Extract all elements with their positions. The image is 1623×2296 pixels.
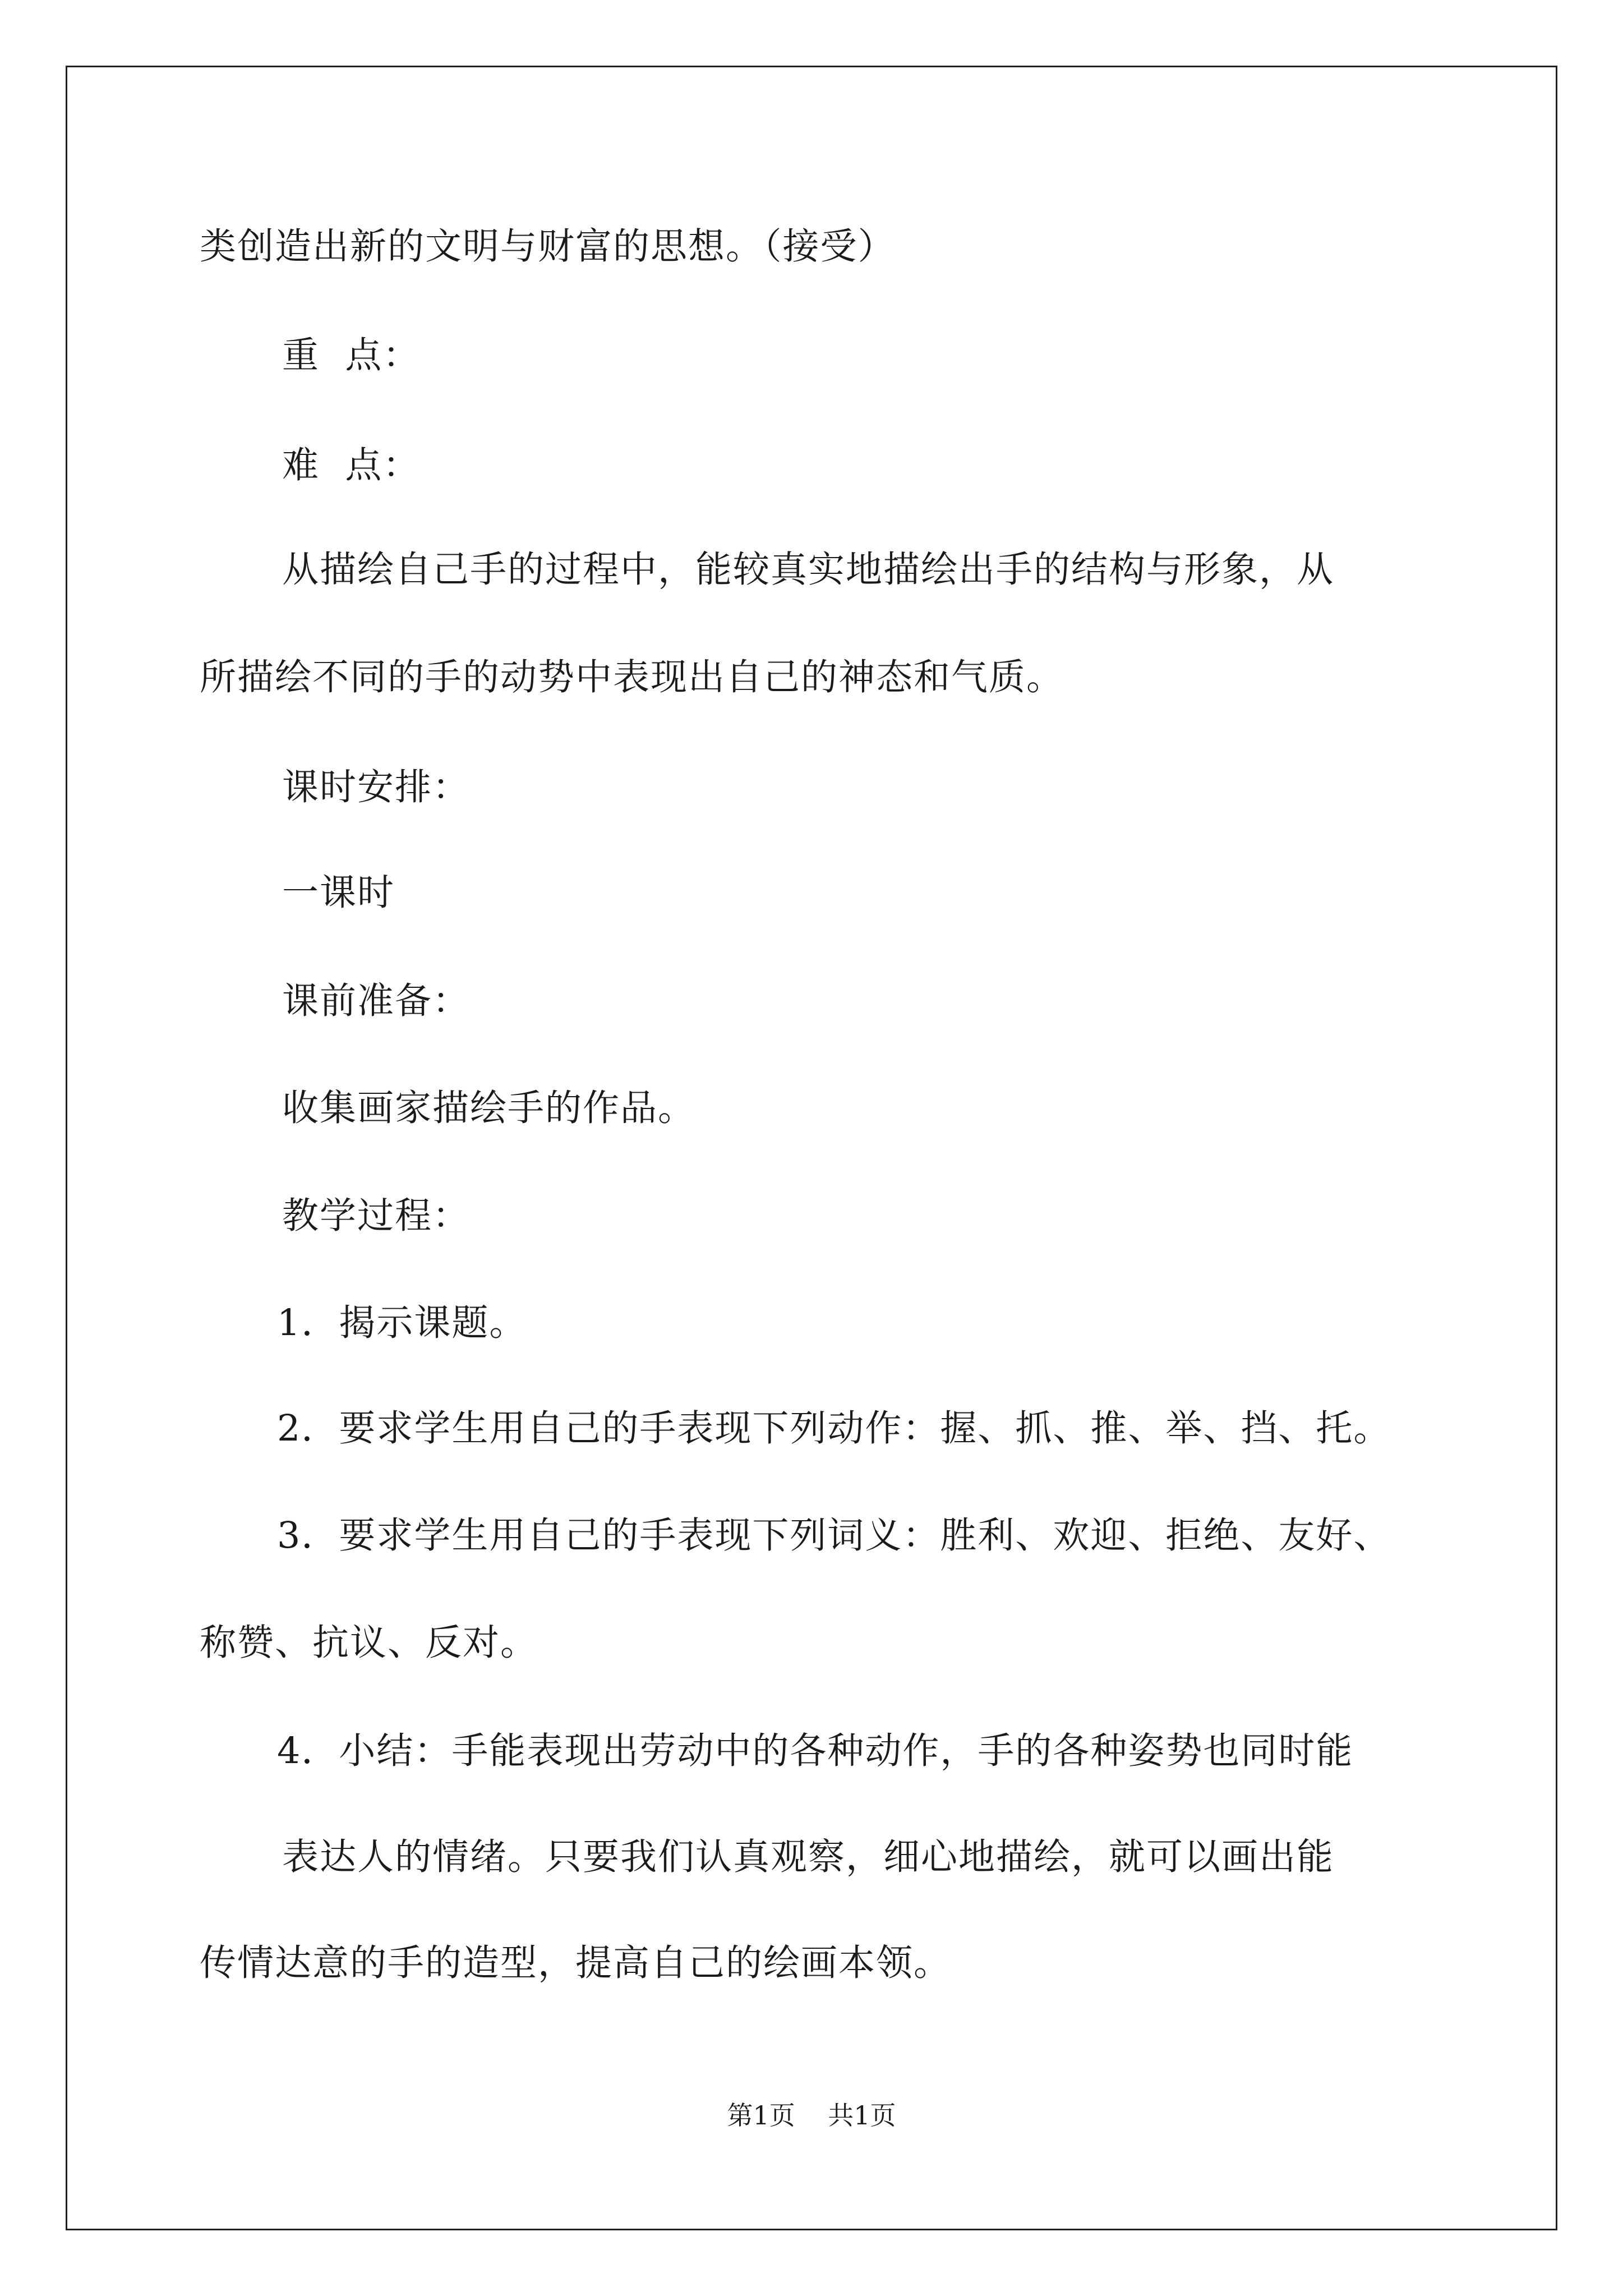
heading-preparation: 课前准备： <box>282 980 471 1022</box>
list-item: 4．小结：手能表现出劳动中的各种动作，手的各种姿势也同时能 <box>277 1730 1354 1772</box>
paragraph-line: 一课时 <box>282 872 395 914</box>
paragraph-line: 所描绘不同的手的动势中表现出自己的神态和气质。 <box>200 656 1064 698</box>
heading-schedule: 课时安排： <box>282 766 471 808</box>
paragraph-line: 传情达意的手的造型，提高自己的绘画本领。 <box>200 1942 952 1984</box>
paragraph-line: 称赞、抗议、反对。 <box>200 1622 538 1664</box>
heading-teaching-process: 教学过程： <box>282 1195 471 1237</box>
paragraph-line: 表达人的情绪。只要我们认真观察，细心地描绘，就可以画出能 <box>282 1836 1335 1878</box>
list-item: 3．要求学生用自己的手表现下列词义：胜利、欢迎、拒绝、友好、 <box>277 1515 1391 1557</box>
paragraph-line: 类创造出新的文明与财富的思想。（接受） <box>200 226 896 268</box>
heading-difficulties: 难 点： <box>282 444 421 486</box>
heading-key-points: 重 点： <box>282 334 421 376</box>
list-item: 1．揭示课题。 <box>277 1302 527 1344</box>
list-item: 2．要求学生用自己的手表现下列动作：握、抓、推、举、挡、托。 <box>277 1407 1391 1450</box>
paragraph-line: 从描绘自己手的过程中，能较真实地描绘出手的结构与形象，从 <box>282 549 1335 591</box>
paragraph-line: 收集画家描绘手的作品。 <box>282 1087 696 1129</box>
page-number-footer: 第1页 共1页 <box>727 2100 896 2131</box>
page-border <box>66 66 1557 2230</box>
